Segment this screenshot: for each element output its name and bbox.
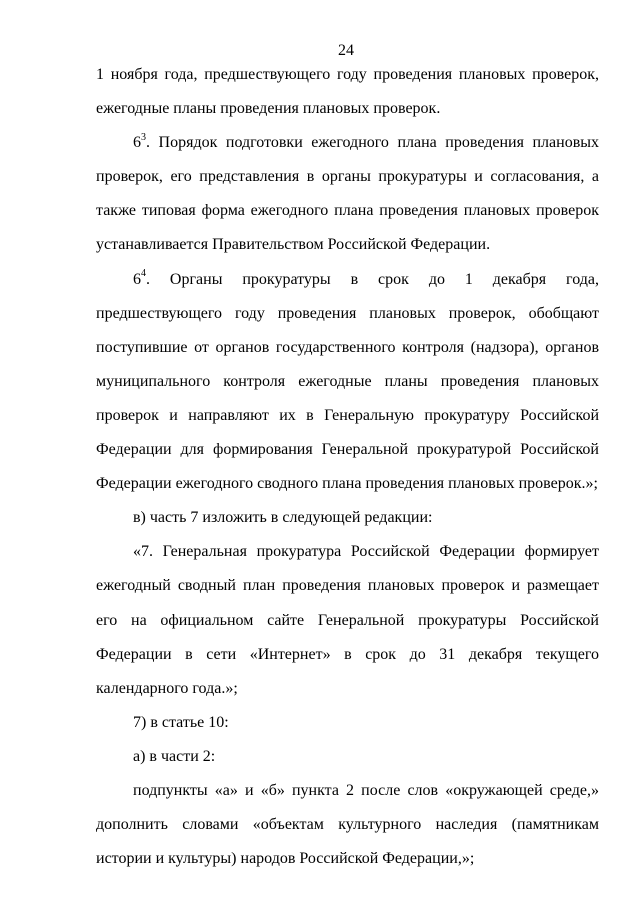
paragraph-subitems: подпункты «а» и «б» пункта 2 после слов «окружающей среде,» дополнить словами «объектам культурного наследия (памятникам истории и культуры) народов Российской Федерации,»; — [96, 781, 599, 868]
document-body — [96, 58, 599, 876]
paragraph-number-superscript: 3 — [141, 131, 146, 143]
paragraph-6-3 — [96, 126, 599, 262]
paragraph-item-a: а) в части 2: — [133, 747, 216, 765]
paragraph-continuation: 1 ноября года, предшествующего году проведения плановых проверок, ежегодные планы проведения плановых проверок. — [96, 66, 599, 118]
paragraph-number: 6 — [133, 134, 141, 152]
paragraph-6-4 — [96, 263, 599, 502]
paragraph-number-superscript: 4 — [141, 268, 146, 280]
paragraph-text: . Органы прокуратуры в срок до 1 декабря года, предшествующего году проведения плановых проверок, обобщают поступившие от органов государственного контроля (надзора), органов муниципального контроля ежегодные планы проведения плановых проверок и направляют их в Генеральную прокуратуру Российской Федерации для формирования Генеральной прокуратурой Российской Федерации ежегодного сводного плана проведения плановых проверок.»; — [96, 270, 599, 493]
paragraph-item-7: 7) в статье 10: — [133, 713, 229, 731]
paragraph-item-v: в) часть 7 изложить в следующей редакции: — [133, 509, 433, 527]
paragraph-number: 6 — [133, 270, 141, 288]
paragraph-text: . Порядок подготовки ежегодного плана проведения плановых проверок, его представления в органы прокуратуры и согласования, а также типовая форма ежегодного плана проведения плановых проверок устанавливается Правительством Российской Федерации. — [96, 134, 599, 254]
paragraph-7-quoted: «7. Генеральная прокуратура Российской Федерации формирует ежегодный сводный план проведения плановых проверок и размещает его на официальном сайте Генеральной прокуратуры Российской Федерации в сети «Интернет» в срок до 31 декабря текущего календарного года.»; — [96, 543, 599, 697]
page-number: 24 — [338, 42, 354, 59]
